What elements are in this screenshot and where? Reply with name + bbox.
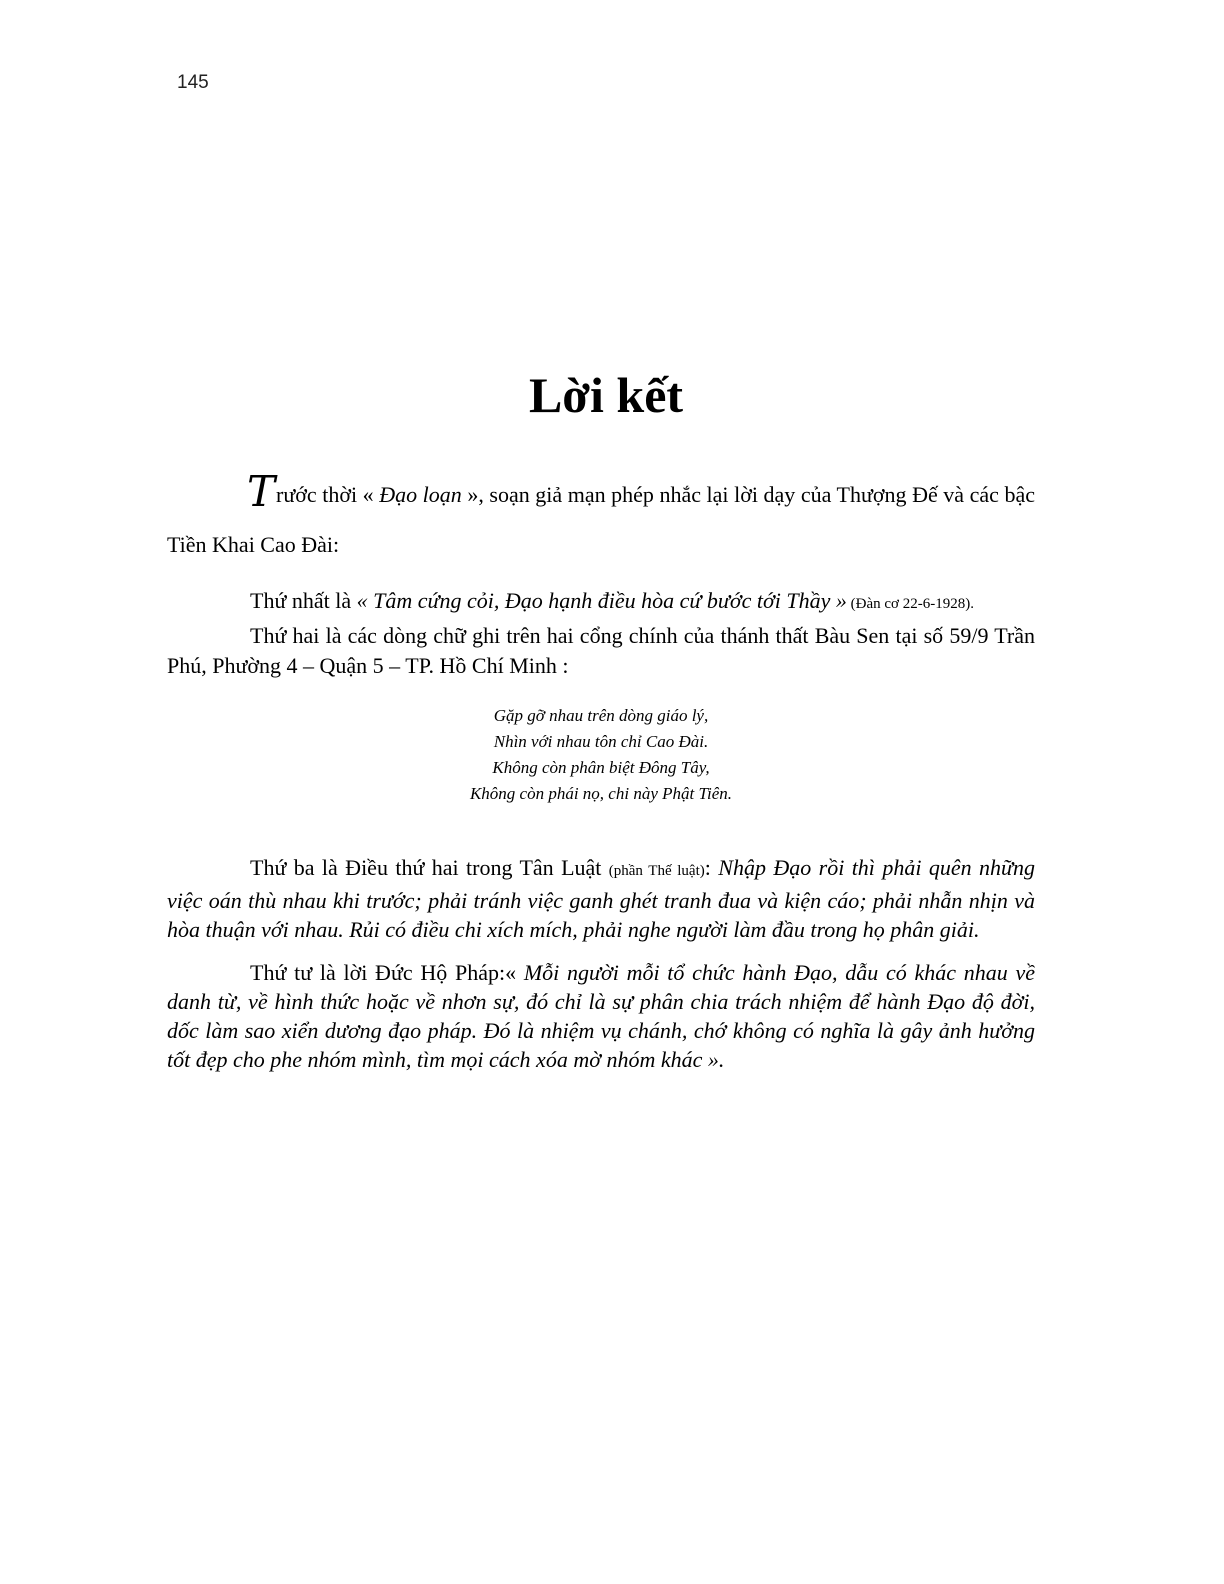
third-point-paragraph [167,853,1035,944]
chapter-title: Lời kết [528,367,684,423]
first-point-quote: « Tâm cứng cỏi, Đạo hạnh điều hòa cứ bước tới Thầy » [356,588,847,613]
first-point-source: (Đàn cơ 22-6-1928). [846,596,974,612]
intro-text-italic: Đạo loạn [379,482,462,507]
body-content [167,467,1035,1074]
drop-cap: T [247,467,276,516]
third-point-lead: Thứ ba là Điều thứ hai trong Tân Luật [250,855,609,880]
poem-line: Nhìn với nhau tôn chỉ Cao Đài. [493,732,709,751]
third-point-colon: : [704,855,719,880]
poem-line: Không còn phân biệt Đông Tây, [492,758,710,777]
fourth-point-lead: Thứ tư là lời Đức Hộ Pháp:« [250,960,524,985]
third-point-note: (phần Thế luật) [608,863,705,879]
intro-text-a: rước thời « [276,482,380,507]
second-point-paragraph: Thứ hai là các dòng chữ ghi trên hai cổng chính của thánh thất Bàu Sen tại số 59/9 Trần Phú, Phường 4 – Quận 5 – TP. Hồ Chí Minh : [167,623,1035,678]
poem-line: Gặp gỡ nhau trên dòng giáo lý, [493,706,709,725]
intro-text-c: », soạn giả mạn phép nhắc lại lời dạy của Thượng Đế và các bậc Tiền Khai Cao Đài: [167,482,1035,557]
third-point-quote: Nhập Đạo rồi thì phải quên những việc oán thù nhau khi trước; phải tránh việc ganh ghét tranh đua và kiện cáo; phải nhẫn nhịn và hòa thuận với nhau. Rủi có điều chi xích mích, phải nghe người làm đầu trong họ phân giải. [167,855,1035,942]
first-point-lead: Thứ nhất là [250,588,357,613]
fourth-point-quote: Mỗi người mỗi tổ chức hành Đạo, dẫu có khác nhau về danh từ, về hình thức hoặc về nhơn sự, đó chỉ là sự phân chia trách nhiệm để hành Đạo độ đời, dốc làm sao xiển dương đạo pháp. Đó là nhiệm vụ chánh, chớ không có nghĩa là gây ảnh hưởng tốt đẹp cho phe nhóm mình, tìm mọi cách xóa mờ nhóm khác ». [167,960,1035,1072]
page-number: 145 [177,72,209,93]
poem-line: Không còn phái nọ, chi này Phật Tiên. [469,784,733,803]
intro-paragraph [167,467,1035,570]
fourth-point-paragraph [167,958,1035,1074]
poem [167,703,1035,807]
first-point-paragraph [167,584,1035,621]
